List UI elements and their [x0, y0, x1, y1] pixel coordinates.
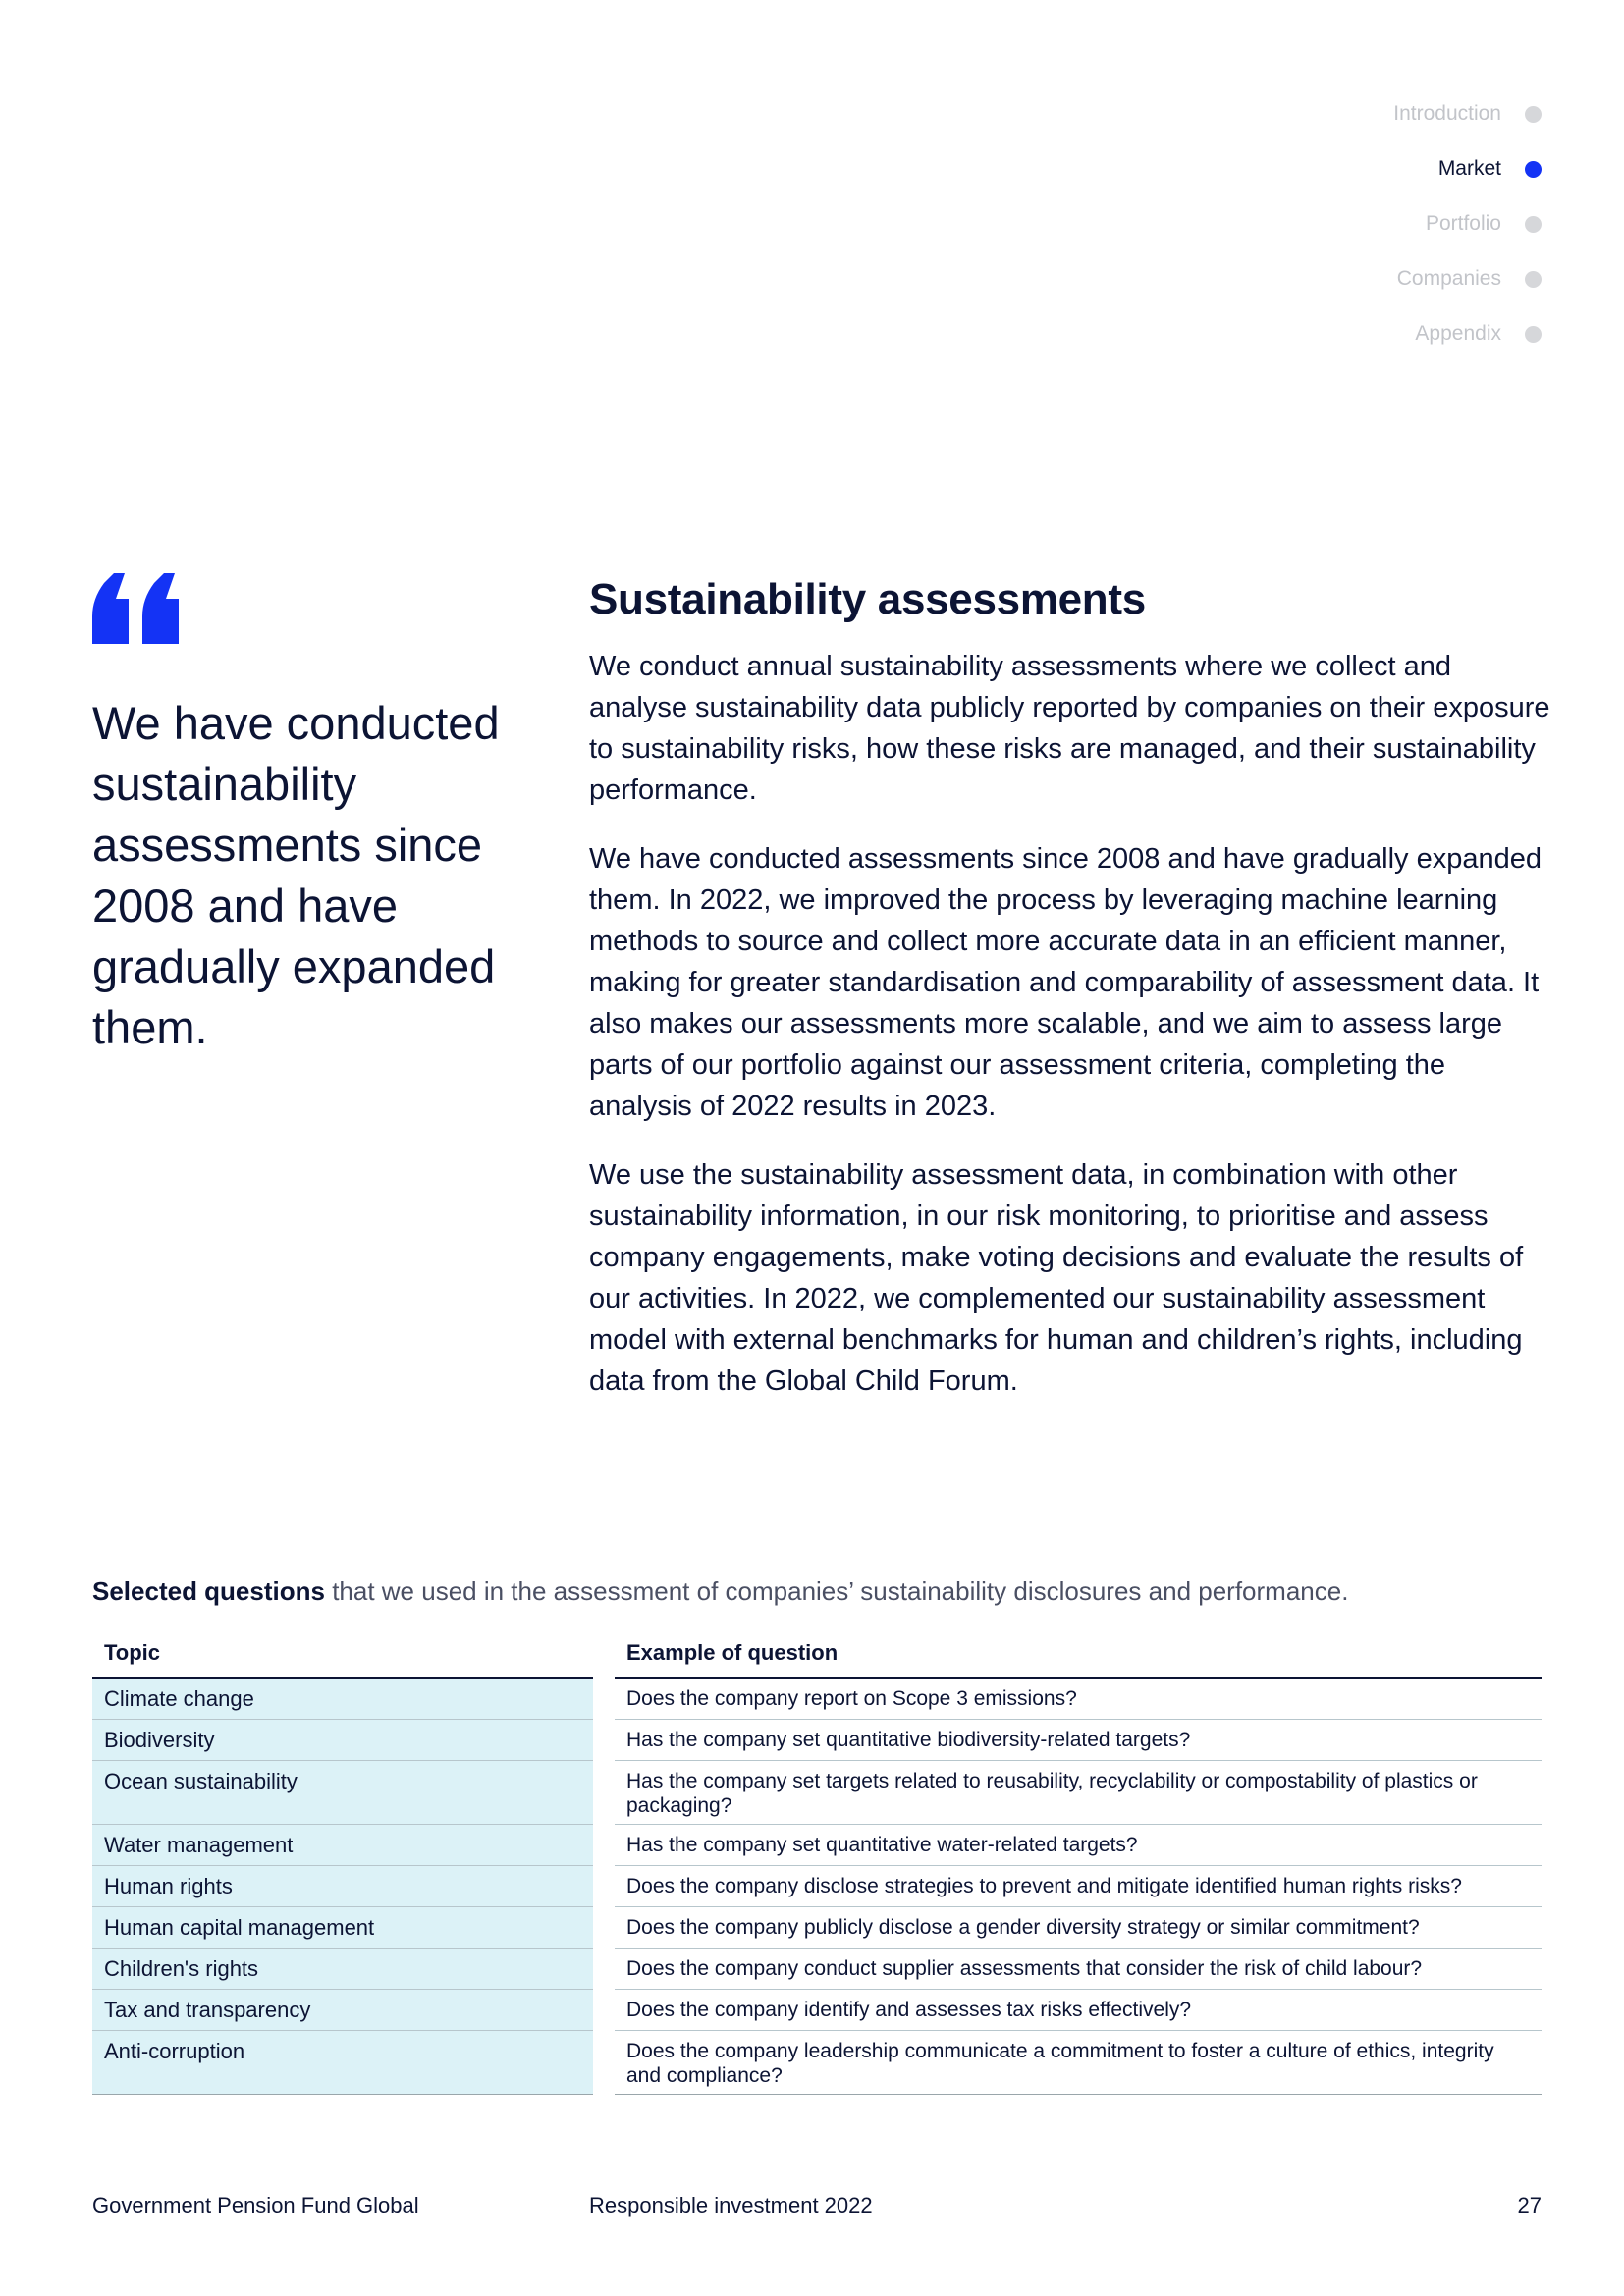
- column-header-question: Example of question: [615, 1633, 1542, 1679]
- nav-item-label: Portfolio: [1425, 212, 1501, 235]
- table-caption-text: that we used in the assessment of companies’ sustainability disclosures and performance.: [324, 1576, 1349, 1606]
- topic-cell: Human rights: [92, 1866, 593, 1907]
- nav-item-portfolio[interactable]: [1247, 196, 1542, 251]
- questions-table: [92, 1633, 1542, 2095]
- topic-cell: Biodiversity: [92, 1720, 593, 1761]
- quote-mark-icon: [92, 573, 181, 644]
- table-row: [92, 1761, 1542, 1825]
- topic-cell: Anti-corruption: [92, 2031, 593, 2095]
- nav-dot-active-icon: [1525, 161, 1542, 178]
- nav-item-label: Companies: [1396, 267, 1501, 290]
- question-cell: Has the company set quantitative biodiversity-related targets?: [615, 1720, 1542, 1761]
- table-row: [92, 1990, 1542, 2031]
- question-cell: Does the company identify and assesses tax risks effectively?: [615, 1990, 1542, 2031]
- nav-item-market[interactable]: [1247, 141, 1542, 196]
- nav-item-label: Market: [1437, 157, 1501, 180]
- table-row: [92, 1949, 1542, 1990]
- section-title: Sustainability assessments: [589, 575, 1146, 623]
- paragraph: We use the sustainability assessment data, in combination with other sustainability information, in our risk monitoring, to prioritise and assess company engagements, make voting decisions and evaluate the results of our activities. In 2022, we complemented our sustainability assessment model with external benchmarks for human and children’s rights, including data from the Global Child Forum.: [589, 1159, 1524, 1397]
- topic-cell: Tax and transparency: [92, 1990, 593, 2031]
- topic-cell: Human capital management: [92, 1907, 593, 1949]
- nav-item-label: Appendix: [1415, 322, 1501, 345]
- question-cell: Does the company conduct supplier assessments that consider the risk of child labour?: [615, 1949, 1542, 1990]
- nav-item-introduction[interactable]: [1247, 86, 1542, 141]
- topic-cell: Water management: [92, 1825, 593, 1866]
- pull-quote: We have conducted sustainability assessments since 2008 and have gradually expanded them.: [92, 697, 500, 1053]
- nav-item-label: Introduction: [1393, 102, 1501, 125]
- table-row: [92, 1825, 1542, 1866]
- page-number: 27: [1517, 2193, 1542, 2217]
- article: [589, 567, 1551, 1429]
- paragraph: We have conducted assessments since 2008 and have gradually expanded them. In 2022, we improved the process by leveraging machine learning methods to source and collect more accurate data in an efficient manner, making for greater standardisation and comparability of assessment data. It also makes our assessments more scalable, and we aim to assess large parts of our portfolio against our assessment criteria, completing the analysis of 2022 results in 2023.: [589, 843, 1542, 1122]
- topic-cell: Ocean sustainability: [92, 1761, 593, 1825]
- nav-dot-icon: [1525, 326, 1542, 343]
- question-cell: Has the company set targets related to reusability, recyclability or compostability of plastics or packaging?: [615, 1761, 1542, 1825]
- nav-dot-icon: [1525, 216, 1542, 233]
- table-row: [92, 1866, 1542, 1907]
- table-row: [92, 1907, 1542, 1949]
- table-row: [92, 2031, 1542, 2095]
- question-cell: Does the company disclose strategies to prevent and mitigate identified human rights risks?: [615, 1866, 1542, 1907]
- nav-dot-icon: [1525, 106, 1542, 123]
- nav-item-appendix[interactable]: [1247, 306, 1542, 361]
- question-cell: Has the company set quantitative water-related targets?: [615, 1825, 1542, 1866]
- question-cell: Does the company report on Scope 3 emissions?: [615, 1679, 1542, 1720]
- question-cell: Does the company leadership communicate a commitment to foster a culture of ethics, integrity and compliance?: [615, 2031, 1542, 2095]
- paragraph: We conduct annual sustainability assessments where we collect and analyse sustainability data publicly reported by companies on their exposure to sustainability risks, how these risks are managed, and their sustainability performance.: [589, 651, 1550, 806]
- footer-report-title: Responsible investment 2022: [589, 2193, 873, 2217]
- column-header-topic: Topic: [92, 1633, 593, 1679]
- topic-cell: Children's rights: [92, 1949, 593, 1990]
- topic-cell: Climate change: [92, 1679, 593, 1720]
- table-row: [92, 1720, 1542, 1761]
- table-header: [92, 1633, 1542, 1679]
- page-footer: [92, 2193, 1542, 2222]
- table-caption: [92, 1576, 1348, 1607]
- nav-dot-icon: [1525, 271, 1542, 288]
- footer-publisher: Government Pension Fund Global: [92, 2193, 419, 2217]
- question-cell: Does the company publicly disclose a gender diversity strategy or similar commitment?: [615, 1907, 1542, 1949]
- nav-item-companies[interactable]: [1247, 251, 1542, 306]
- table-row: [92, 1679, 1542, 1720]
- section-nav: [1247, 86, 1542, 361]
- table-caption-bold: Selected questions: [92, 1576, 325, 1606]
